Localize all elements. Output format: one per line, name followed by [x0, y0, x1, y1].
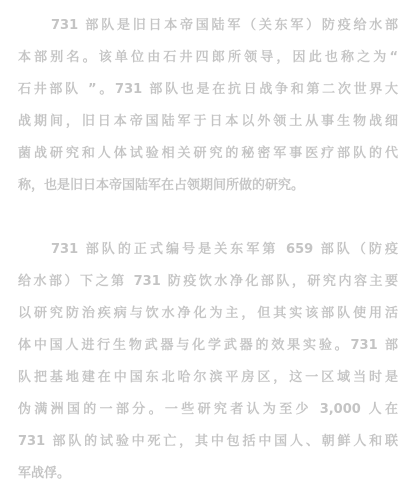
paragraph-2: [18, 234, 398, 490]
article-body: [18, 10, 398, 490]
paragraph-line: 队把基地建在中国东北哈尔滨平房区，这一区域当时是: [18, 370, 398, 385]
paragraph-line: 731 部队的试验中死亡，其中包括中国人、朝鲜人和联: [18, 434, 398, 449]
paragraph-line: 本部别名。该单位由石井四郎所领导，因此也称之为“: [18, 50, 398, 65]
paragraph-line: 伪满洲国的一部分。一些研究者认为至少 3,000 人在: [18, 402, 398, 417]
paragraph-line: 菌战研究和人体试验相关研究的秘密军事医疗部队的代: [18, 146, 398, 161]
paragraph-1: [18, 10, 398, 202]
paragraph-line: 731 部队是旧日本帝国陆军（关东军）防疫给水部: [51, 18, 398, 33]
paragraph-line: 给水部）下之第 731 防疫饮水净化部队，研究内容主要: [18, 274, 398, 289]
paragraph-line: 军战俘。: [18, 466, 71, 481]
paragraph-line: 731 部队的正式编号是关东军第 659 部队（防疫: [51, 242, 398, 257]
paragraph-line: 以研究防治疾病与饮水净化为主，但其实该部队使用活: [18, 306, 398, 321]
paragraph-line: 战期间，旧日本帝国陆军于日本以外领土从事生物战细: [18, 114, 398, 129]
paragraph-spacer: [18, 202, 398, 234]
paragraph-line: 石井部队 ”。731 部队也是在抗日战争和第二次世界大: [18, 82, 398, 97]
paragraph-line: 体中国人进行生物武器与化学武器的效果实验。731 部: [18, 338, 398, 353]
paragraph-line: 称，也是旧日本帝国陆军在占领期间所做的研究。: [18, 178, 305, 193]
